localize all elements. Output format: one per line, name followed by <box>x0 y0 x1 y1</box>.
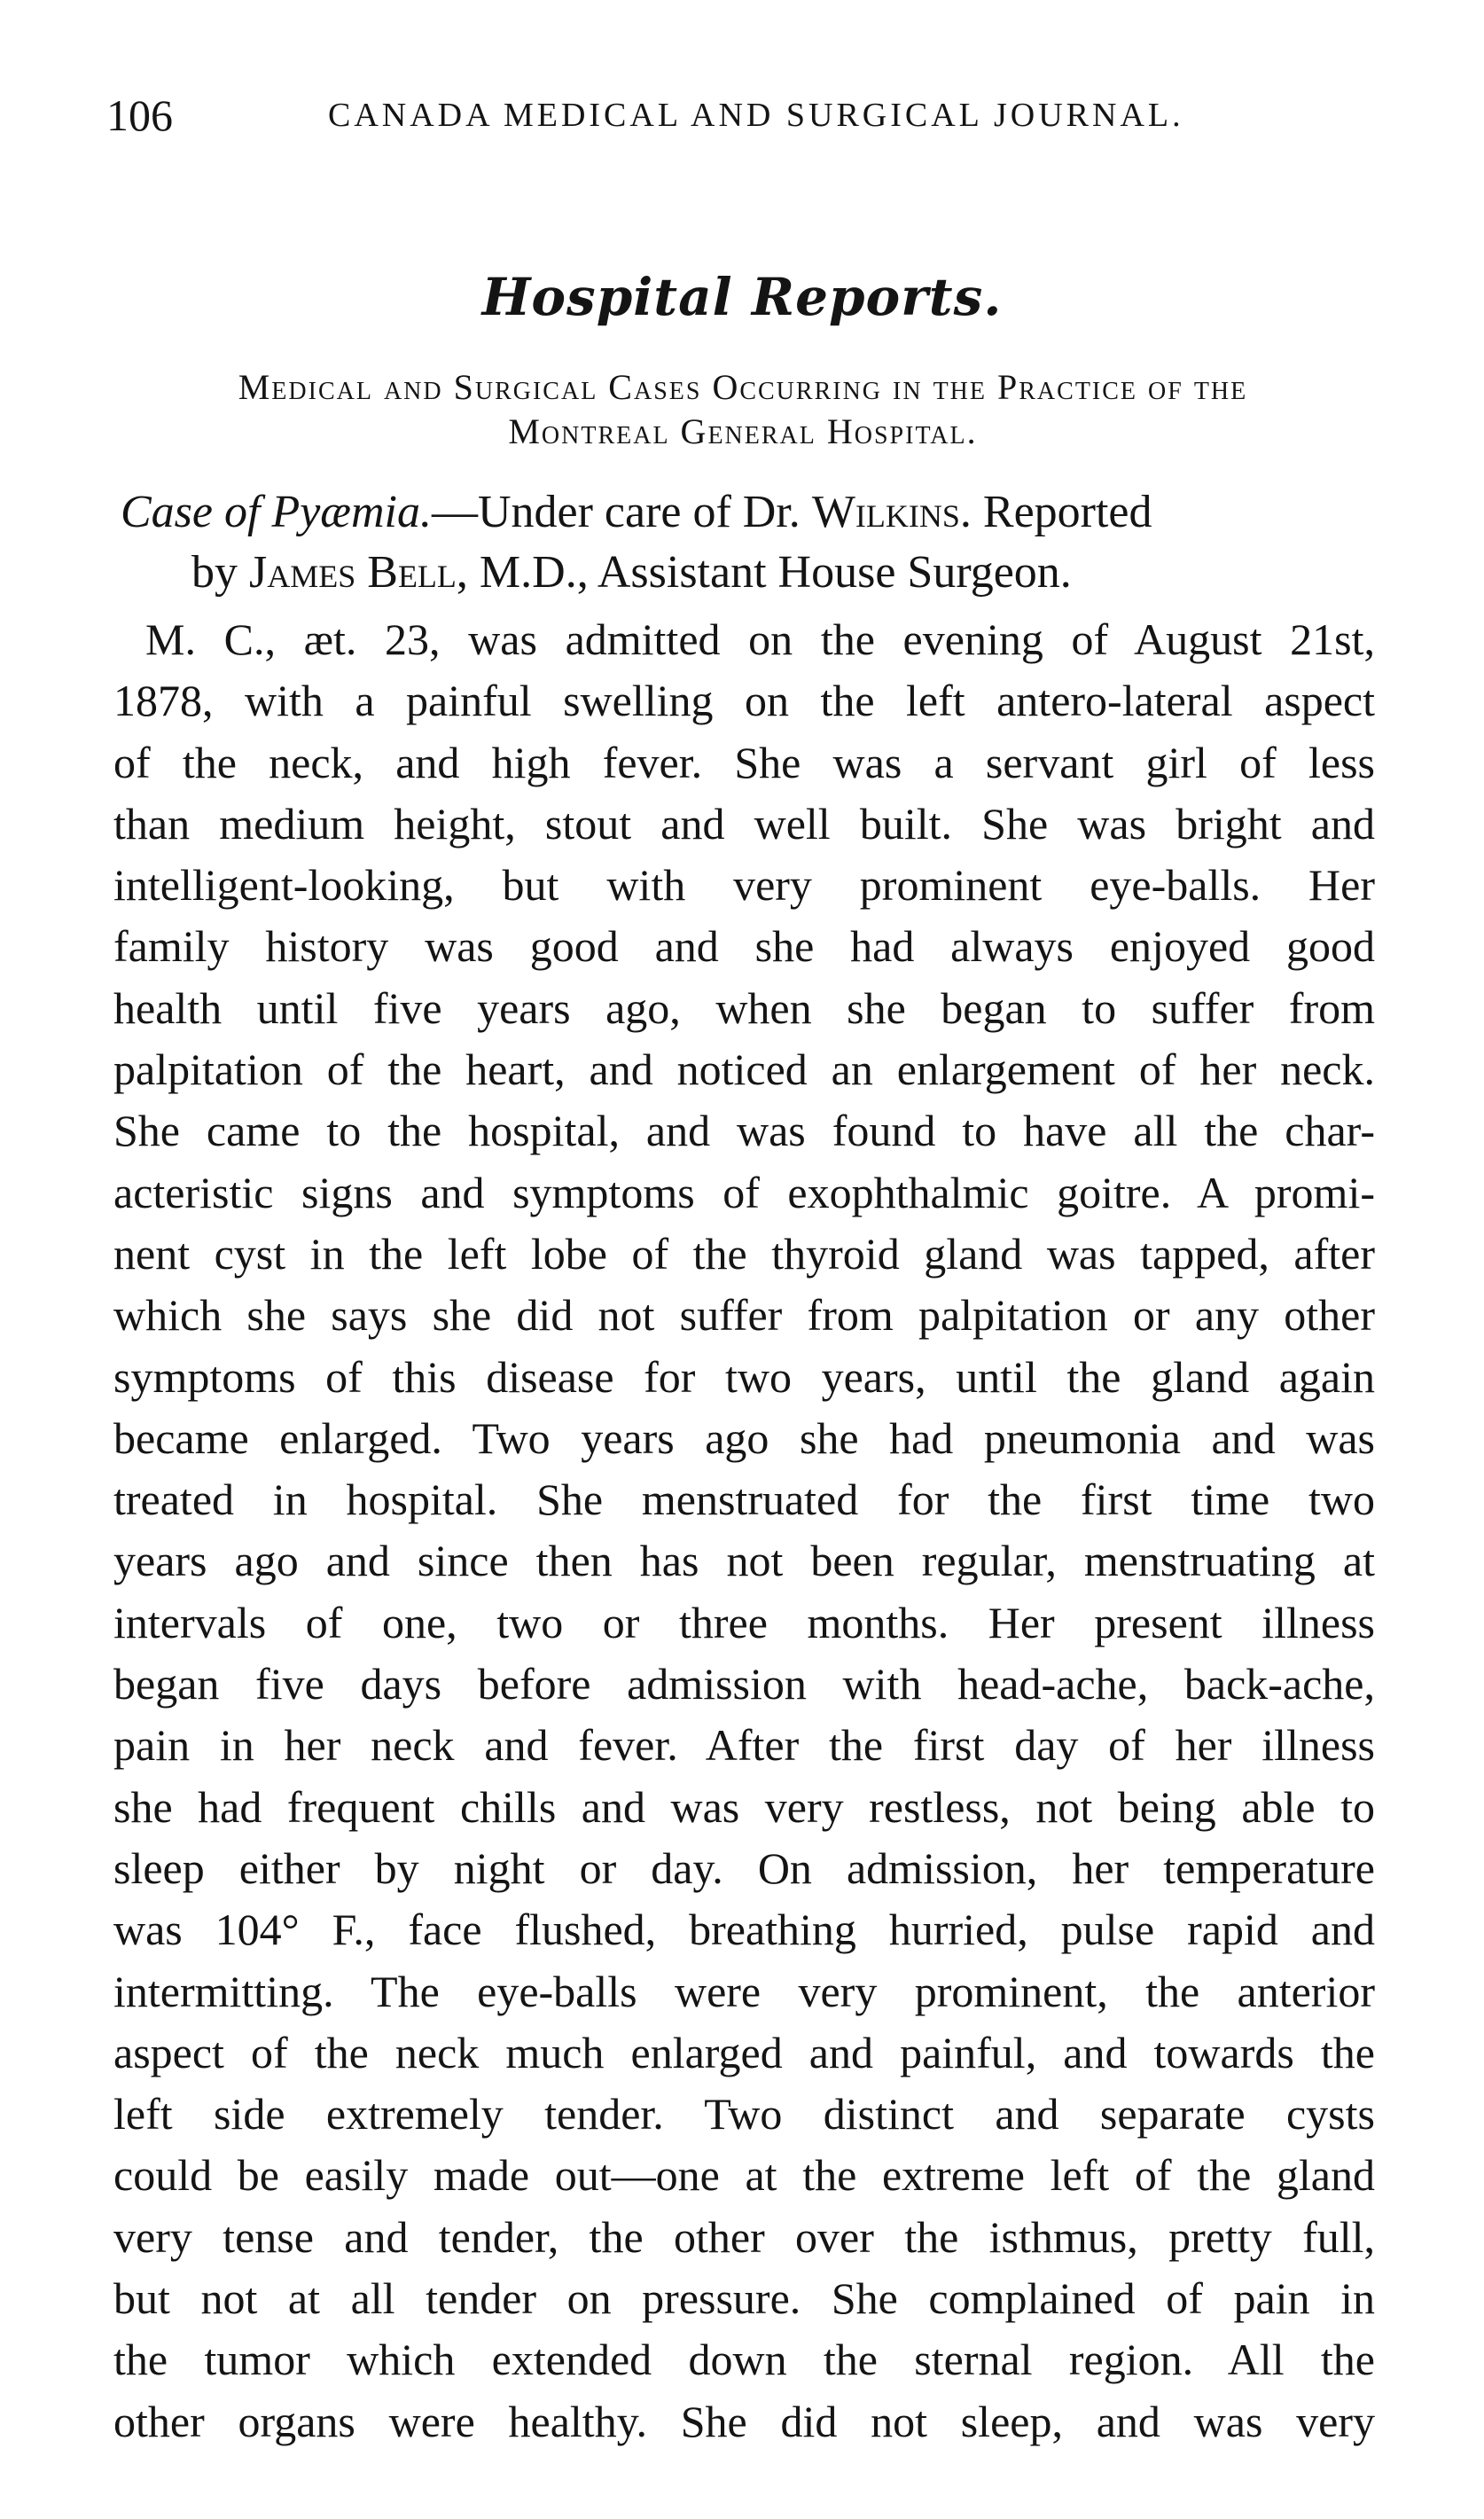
running-head <box>106 89 1383 142</box>
body-line: She came to the hospital, and was found to have all the char- <box>113 1106 1375 1156</box>
case-heading-line-1 <box>121 482 1375 543</box>
case-by-prefix: by <box>191 547 249 598</box>
body-line: years ago and since then has not been regular, menstruating at <box>113 1536 1375 1586</box>
subtitle-line-2: Montreal General Hospital. <box>508 411 978 451</box>
case-reported: Reported <box>971 487 1152 537</box>
body-line: acteristic signs and symptoms of exophthalmic goitre. A promi- <box>113 1167 1375 1217</box>
body-line: left side extremely tender. Two distinct and separate cysts <box>113 2089 1375 2140</box>
body-line: M. C., æt. 23, was admitted on the evening of August 21st, <box>145 614 1375 664</box>
case-heading-line-2 <box>121 543 1375 603</box>
body-line: symptoms of this disease for two years, until the gland again <box>113 1351 1375 1402</box>
case-title: Case of Pyæmia. <box>121 487 432 537</box>
case-doctor: Wilkins. <box>811 487 972 537</box>
body-line: intelligent-looking, but with very prominent eye-balls. Her <box>113 860 1375 911</box>
section-title: Hospital Reports. <box>481 267 1003 327</box>
body-line: other organs were healthy. She did not sleep, and was very <box>113 2396 1375 2446</box>
body-line: aspect of the neck much enlarged and painful, and towards the <box>113 2027 1375 2077</box>
section-subtitle <box>113 365 1372 454</box>
case-reporter: James Bell, <box>249 547 468 598</box>
body-line: but not at all tender on pressure. She complained of pain in <box>113 2273 1375 2324</box>
body-line: she had frequent chills and was very restless, not being able to <box>113 1781 1375 1832</box>
body-text <box>113 609 1375 2453</box>
body-line: became enlarged. Two years ago she had pneumonia and was <box>113 1412 1375 1463</box>
journal-title: CANADA MEDICAL AND SURGICAL JOURNAL. <box>328 97 1184 134</box>
body-line: could be easily made out—one at the extreme left of the gland <box>113 2150 1375 2201</box>
body-line: nent cyst in the left lobe of the thyroid gland was tapped, after <box>113 1228 1375 1279</box>
body-line: which she says she did not suffer from palpitation or any other <box>113 1290 1375 1341</box>
body-line: the tumor which extended down the sternal region. All the <box>113 2335 1375 2385</box>
body-line: 1878, with a painful swelling on the left antero-lateral aspect <box>113 676 1375 726</box>
body-line: was 104° F., face flushed, breathing hurried, pulse rapid and <box>113 1905 1375 1955</box>
body-line: intermitting. The eye-balls were very prominent, the anterior <box>113 1966 1375 2016</box>
case-intro: —Under care of Dr. <box>431 487 812 537</box>
body-line: very tense and tender, the other over the isthmus, pretty full, <box>113 2211 1375 2262</box>
body-line: intervals of one, two or three months. Her present illness <box>113 1597 1375 1647</box>
page-number: 106 <box>106 90 173 140</box>
body-line: than medium height, stout and well built. She was bright and <box>113 798 1375 849</box>
case-reporter-suffix: M.D., Assistant House Surgeon. <box>467 547 1072 598</box>
body-line: pain in her neck and fever. After the first day of her illness <box>113 1720 1375 1771</box>
body-line: of the neck, and high fever. She was a servant girl of less <box>113 737 1375 787</box>
subtitle-line-1: Medical and Surgical Cases Occurring in the Practice of the <box>238 367 1248 407</box>
body-line: treated in hospital. She menstruated for the first time two <box>113 1475 1375 1525</box>
body-line: sleep either by night or day. On admission, her temperature <box>113 1842 1375 1893</box>
body-line: health until five years ago, when she began to suffer from <box>113 982 1375 1033</box>
body-line: palpitation of the heart, and noticed an enlargement of her neck. <box>113 1044 1375 1095</box>
body-line: began five days before admission with head-ache, back-ache, <box>113 1659 1375 1709</box>
body-line: family history was good and she had always enjoyed good <box>113 921 1375 972</box>
case-heading <box>121 482 1375 603</box>
